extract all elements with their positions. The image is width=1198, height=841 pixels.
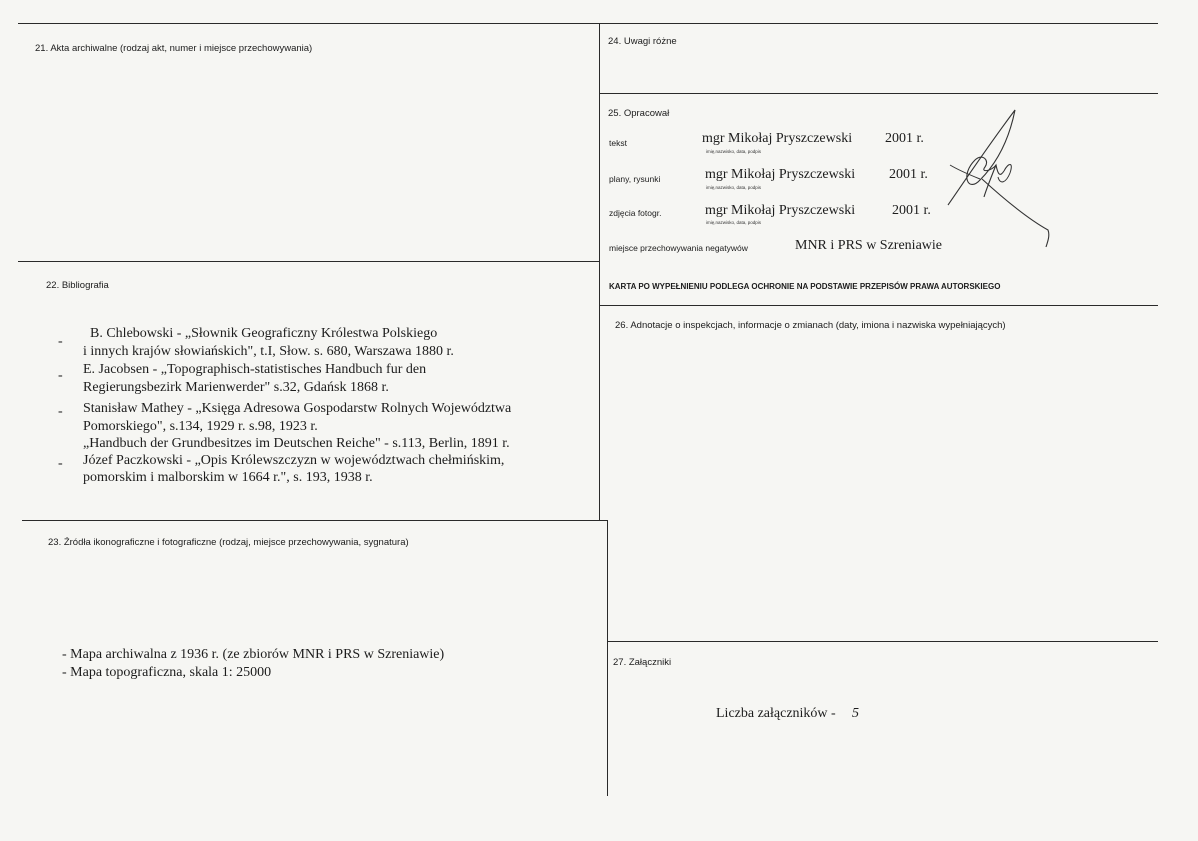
section-24-title: 24. Uwagi różne <box>608 36 677 47</box>
section-21-title: 21. Akta archiwalne (rodzaj akt, numer i miejsce przechowywania) <box>35 43 313 54</box>
section-22-title: 22. Bibliografia <box>46 280 109 291</box>
author-row-3-caption: imię,nazwisko, data, podpis <box>706 220 762 225</box>
divider-25-26 <box>599 305 1158 306</box>
author-row-1-name: mgr Mikołaj Pryszczewski <box>702 131 853 146</box>
divider-22-23 <box>22 520 607 521</box>
bib-entry-1-line-2: i innych krajów słowiańskich", t.I, Słow. s. 680, Warszawa 1880 r. <box>83 344 454 359</box>
bib-entry-3-line-2: Pomorskiego", s.134, 1929 r. s.98, 1923 r. <box>83 419 318 434</box>
bib-entry-3-line-1: Stanisław Mathey - „Księga Adresowa Gospodarstw Rolnych Województwa <box>83 401 512 416</box>
divider-21-22 <box>18 261 599 262</box>
author-row-2-name: mgr Mikołaj Pryszczewski <box>705 167 856 182</box>
author-row-2-caption: imię,nazwisko, data, podpis <box>706 185 762 190</box>
iconographic-source-1: - Mapa archiwalna z 1936 r. (ze zbiorów MNR i PRS w Szreniawie) <box>62 647 445 662</box>
bib-entry-4-line-1: „Handbuch der Grundbesitzes im Deutschen Reiche" - s.113, Berlin, 1891 r. <box>83 436 510 451</box>
bib-entry-5-line-2: pomorskim i malborskim w 1664 r.", s. 193, 1938 r. <box>83 470 373 485</box>
bullet-1: - <box>58 334 63 349</box>
author-row-3-name: mgr Mikołaj Pryszczewski <box>705 203 856 218</box>
attachments-count-value: 5 <box>852 706 859 721</box>
bib-entry-5-line-1: Józef Paczkowski - „Opis Królewszczyzn w województwach chełmińskim, <box>83 453 505 468</box>
bib-entry-2-line-2: Regierungsbezirk Marienwerder" s.32, Gdańsk 1868 r. <box>83 380 389 395</box>
center-divider <box>599 23 600 520</box>
center-divider-lower <box>607 520 608 796</box>
author-row-1-year: 2001 r. <box>885 131 924 146</box>
author-row-3-year: 2001 r. <box>892 203 931 218</box>
attachments-count-label: Liczba załączników - <box>716 706 836 721</box>
author-row-1-label: tekst <box>609 138 627 148</box>
section-25-title: 25. Opracował <box>608 108 670 119</box>
author-row-3-label: zdjęcia fotogr. <box>609 208 662 218</box>
section-26-title: 26. Adnotacje o inspekcjach, informacje o zmianach (daty, imiona i nazwiska wypełniających) <box>615 320 1006 331</box>
bullet-5: - <box>58 456 63 471</box>
copyright-notice: KARTA PO WYPEŁNIENIU PODLEGA OCHRONIE NA PODSTAWIE PRZEPISÓW PRAWA AUTORSKIEGO <box>609 282 1001 291</box>
iconographic-source-2: - Mapa topograficzna, skala 1: 25000 <box>62 665 272 680</box>
divider-26-27 <box>607 641 1158 642</box>
bullet-2: - <box>58 368 63 383</box>
divider-24-25 <box>599 93 1158 94</box>
author-row-2-label: plany, rysunki <box>609 174 661 184</box>
negatives-storage-value: MNR i PRS w Szreniawie <box>795 238 942 253</box>
section-23-title: 23. Źródła ikonograficzne i fotograficzne (rodzaj, miejsce przechowywania, sygnatura) <box>48 537 409 548</box>
author-row-1-caption: imię,nazwisko, data, podpis <box>706 149 762 154</box>
handwritten-signature <box>940 105 1060 250</box>
negatives-storage-label: miejsce przechowywania negatywów <box>609 243 748 253</box>
top-border <box>18 23 1158 24</box>
section-27-title: 27. Załączniki <box>613 657 672 668</box>
bib-entry-1-line-1: B. Chlebowski - „Słownik Geograficzny Królestwa Polskiego <box>90 326 438 341</box>
bib-entry-2-line-1: E. Jacobsen - „Topographisch-statistisches Handbuch fur den <box>83 362 427 377</box>
bullet-3: - <box>58 404 63 419</box>
author-row-2-year: 2001 r. <box>889 167 928 182</box>
